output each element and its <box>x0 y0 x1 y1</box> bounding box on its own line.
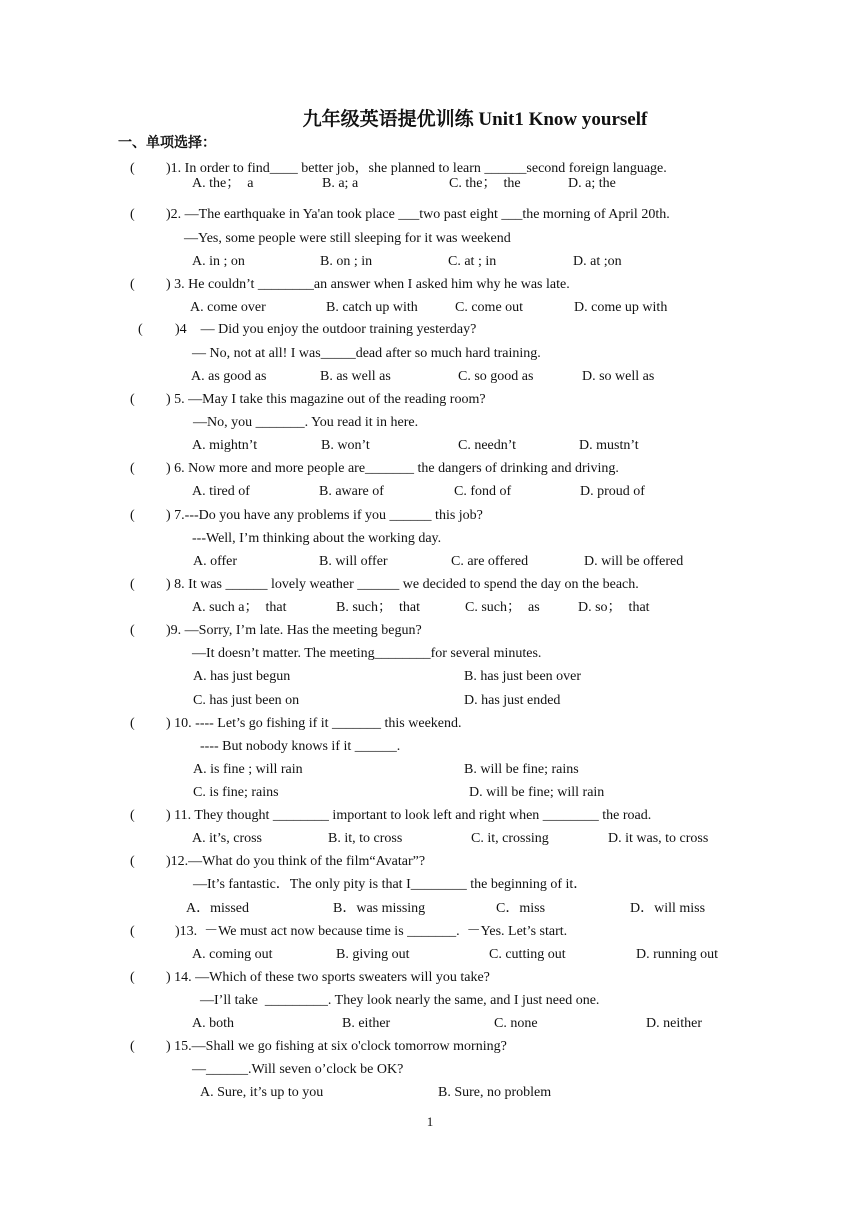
answer-option: D. running out <box>636 947 719 962</box>
answer-option: A. has just begun <box>193 669 291 684</box>
answer-option: C. needn’t <box>458 438 517 453</box>
answer-option: B. won’t <box>321 438 370 453</box>
answer-blank-paren: ( <box>130 207 135 222</box>
answer-option: A. it’s, cross <box>192 831 262 846</box>
answer-blank-paren: ( <box>130 854 135 869</box>
answer-blank-paren: ( <box>130 1039 135 1054</box>
question-stem: )12.—What do you think of the film“Avatar”? <box>166 854 426 869</box>
answer-option: C. are offered <box>451 554 529 569</box>
answer-option: C. so good as <box>458 369 534 384</box>
answer-option: A. is fine ; will rain <box>193 762 303 777</box>
answer-option: C. cutting out <box>489 947 566 962</box>
question-dialogue-line: —No, you _______. You read it in here. <box>193 415 419 430</box>
answer-option: C. such； as <box>465 600 540 615</box>
answer-option: D. neither <box>646 1016 702 1031</box>
answer-blank-paren: ( <box>130 577 135 592</box>
page-number: 1 <box>426 1114 434 1129</box>
question-stem: ) 5. —May I take this magazine out of the reading room? <box>166 392 486 407</box>
answer-option: C. come out <box>455 300 524 315</box>
question-stem: ) 6. Now more and more people are_______ the dangers of drinking and driving. <box>166 461 619 476</box>
question-stem: ) 14. —Which of these two sports sweaters will you take? <box>166 970 490 985</box>
answer-option: A. in ; on <box>192 254 245 269</box>
answer-option: B. it, to cross <box>328 831 403 846</box>
answer-blank-paren: ( <box>130 392 135 407</box>
answer-option: D. a; the <box>568 176 616 191</box>
answer-option: B．was missing <box>333 901 426 916</box>
question-dialogue-line: ---- But nobody knows if it ______. <box>200 739 401 754</box>
question-stem: ) 3. He couldn’t ________an answer when I asked him why he was late. <box>166 277 570 292</box>
answer-option: B. has just been over <box>464 669 582 684</box>
question-dialogue-line: —It’s fantastic．The only pity is that I________ the beginning of it． <box>193 877 588 892</box>
answer-blank-paren: ( <box>130 461 135 476</box>
question-stem: )9. —Sorry, I’m late. Has the meeting begun? <box>166 623 422 638</box>
answer-option: B. either <box>342 1016 391 1031</box>
answer-option: C. none <box>494 1016 538 1031</box>
answer-blank-paren: ( <box>130 508 135 523</box>
answer-option: B. Sure, no problem <box>438 1085 552 1100</box>
question-stem: )1. In order to find____ better job，she planned to learn ______second foreign language. <box>166 161 667 176</box>
answer-option: B. such； that <box>336 600 420 615</box>
section-heading: 一、单项选择： <box>118 135 216 151</box>
question-stem: ) 15.—Shall we go fishing at six o'clock tomorrow morning? <box>166 1039 507 1054</box>
answer-option: D. has just ended <box>464 693 561 708</box>
question-dialogue-line: —Yes, some people were still sleeping for it was weekend <box>184 231 511 246</box>
answer-blank-paren: ( <box>130 277 135 292</box>
question-stem: )13. －We must act now because time is _______. －Yes. Let’s start. <box>175 924 568 939</box>
answer-option: D. at ;on <box>573 254 622 269</box>
question-dialogue-line: —I’ll take _________. They look nearly the same, and I just need one. <box>200 993 600 1008</box>
answer-blank-paren: ( <box>138 322 143 337</box>
question-dialogue-line: — No, not at all! I was_____dead after so much hard training. <box>192 346 541 361</box>
answer-option: C. the； the <box>449 176 521 191</box>
answer-option: C. at ; in <box>448 254 497 269</box>
answer-option: A. Sure, it’s up to you <box>200 1085 324 1100</box>
question-stem: ) 10. ---- Let’s go fishing if it _______ this weekend. <box>166 716 462 731</box>
answer-blank-paren: ( <box>130 808 135 823</box>
answer-option: B. giving out <box>336 947 410 962</box>
answer-option: B. aware of <box>319 484 384 499</box>
answer-option: A. tired of <box>192 484 250 499</box>
answer-option: C. has just been on <box>193 693 300 708</box>
question-stem: ) 7.---Do you have any problems if you ______ this job? <box>166 508 483 523</box>
answer-option: A. such a； that <box>192 600 287 615</box>
question-dialogue-line: —It doesn’t matter. The meeting________for several minutes. <box>192 646 542 661</box>
answer-option: A. offer <box>193 554 238 569</box>
answer-option: A. both <box>192 1016 234 1031</box>
answer-option: C. it, crossing <box>471 831 549 846</box>
answer-option: D. will be fine; will rain <box>469 785 605 800</box>
answer-option: D．will miss <box>630 901 706 916</box>
page-title: 九年级英语提优训练 Unit1 Know yourself <box>302 109 648 130</box>
answer-option: B. will offer <box>319 554 388 569</box>
question-stem: )4 — Did you enjoy the outdoor training yesterday? <box>175 322 477 337</box>
answer-option: C. is fine; rains <box>193 785 279 800</box>
answer-blank-paren: ( <box>130 161 135 176</box>
answer-option: D. proud of <box>580 484 645 499</box>
answer-option: C．miss <box>496 901 546 916</box>
answer-option: D. mustn’t <box>579 438 639 453</box>
answer-blank-paren: ( <box>130 924 135 939</box>
answer-option: A. as good as <box>191 369 267 384</box>
answer-option: B. a; a <box>322 176 359 191</box>
answer-option: A．missed <box>186 901 249 916</box>
answer-option: A. coming out <box>192 947 273 962</box>
answer-blank-paren: ( <box>130 716 135 731</box>
answer-option: B. catch up with <box>326 300 418 315</box>
question-dialogue-line: ---Well, I’m thinking about the working day. <box>192 531 442 546</box>
answer-option: A. the； a <box>192 176 254 191</box>
answer-option: D. it was, to cross <box>608 831 709 846</box>
question-stem: ) 8. It was ______ lovely weather ______ we decided to spend the day on the beach. <box>166 577 639 592</box>
answer-option: D. will be offered <box>584 554 684 569</box>
question-dialogue-line: —______.Will seven o’clock be OK? <box>192 1062 404 1077</box>
answer-option: A. mightn’t <box>192 438 258 453</box>
question-stem: )2. —The earthquake in Ya'an took place ___two past eight ___the morning of April 20th. <box>166 207 670 222</box>
answer-blank-paren: ( <box>130 970 135 985</box>
answer-option: B. on ; in <box>320 254 373 269</box>
answer-option: D. so； that <box>578 600 650 615</box>
answer-option: B. as well as <box>320 369 391 384</box>
answer-option: A. come over <box>190 300 266 315</box>
answer-blank-paren: ( <box>130 623 135 638</box>
answer-option: D. so well as <box>582 369 655 384</box>
question-stem: ) 11. They thought ________ important to look left and right when ________ the road. <box>166 808 652 823</box>
answer-option: B. will be fine; rains <box>464 762 579 777</box>
answer-option: D. come up with <box>574 300 668 315</box>
answer-option: C. fond of <box>454 484 512 499</box>
